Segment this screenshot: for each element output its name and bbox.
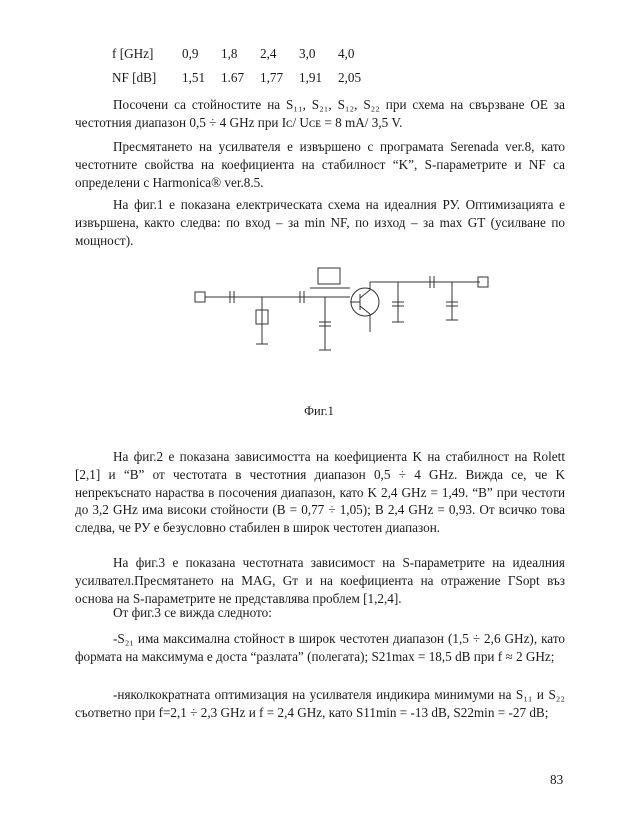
component-box — [318, 268, 340, 284]
page-number: 83 — [550, 772, 564, 787]
paragraph: На фиг.2 е показана зависимостта на коефициента K на стабилност на Rolett [2,1] и “B” от честотата в честотния диапазон 0,5 ÷ 4 GHz. Вижда се, че K непрекъснато нараства в посочения диапазон, като K 2,4 GHz = 1,49. “B” при честоти до 3,2 GHz има високи стойности (B = 0,77 ÷ 1,05); B 2,4 GHz = 0,93. От всичко това следва, че РУ е безусловно стабилен в широк честотен диапазон. — [75, 449, 565, 536]
noise-figure-table — [112, 42, 377, 90]
paragraph: -няколкократната оптимизация на усилвателя индикира минимуми на S₁₁ и S₂₂ съответно при f=2,1 ÷ 2,3 GHz и f = 2,4 GHz, като S11min = -13 dB, S22min = -27 dB; — [75, 687, 565, 720]
table-cell: 1,8 — [221, 46, 238, 61]
table-cell: 4,0 — [338, 46, 355, 61]
paragraph: Посочени са стойностите на S₁₁, S₂₁, S₁₂, S₂₂ при схема на свързване ОЕ за честотния диапазон 0,5 ÷ 4 GHz при Iᴄ/ Uᴄᴇ = 8 mA/ 3,5 V. — [75, 97, 565, 130]
table-cell: 1,51 — [182, 70, 206, 85]
table-row — [112, 42, 377, 66]
table-cell: 3,0 — [299, 46, 316, 61]
table-cell: 2,4 — [260, 46, 277, 61]
table-row — [112, 66, 377, 90]
table-cell: 1,77 — [260, 70, 284, 85]
input-port — [195, 292, 205, 302]
table-cell: 2,05 — [338, 70, 362, 85]
paragraph: На фиг.3 е показана честотната зависимост на S-параметрите на идеалния усилвател.Пресмятането на MAG, Gᴛ и на коефициента на отражение ΓSopt въз основа на S-параметрите не представлява проблем [1,2,4]. — [75, 555, 565, 606]
circuit-schematic — [190, 262, 500, 362]
paragraph: От фиг.3 се вижда следното: — [113, 605, 272, 620]
row-label: f [GHz] — [112, 46, 154, 61]
paragraph: Пресмятането на усилвателя е извършено с програмата Serenada ver.8, като честотните свойства на коефициента на стабилност “K”, S-параметрите и NF са определени с Harmonica® ver.8.5. — [75, 139, 565, 190]
figure-caption: Фиг.1 — [304, 404, 334, 418]
paragraph: -S₂₁ има максимална стойност в широк честотен диапазон (1,5 ÷ 2,6 GHz), като формата на максимума е доста “разлата” (полегата); S21max = 18,5 dB при f ≈ 2 GHz; — [75, 631, 565, 664]
table-cell: 1.67 — [221, 70, 245, 85]
table-cell: 0,9 — [182, 46, 199, 61]
paragraph: На фиг.1 е показана електрическата схема на идеалния РУ. Оптимизацията е извършена, както следва: по вход – за min NF, по изход – за max GT (усилване по мощност). — [75, 197, 565, 248]
row-label: NF [dB] — [112, 70, 157, 85]
table-cell: 1,91 — [299, 70, 323, 85]
